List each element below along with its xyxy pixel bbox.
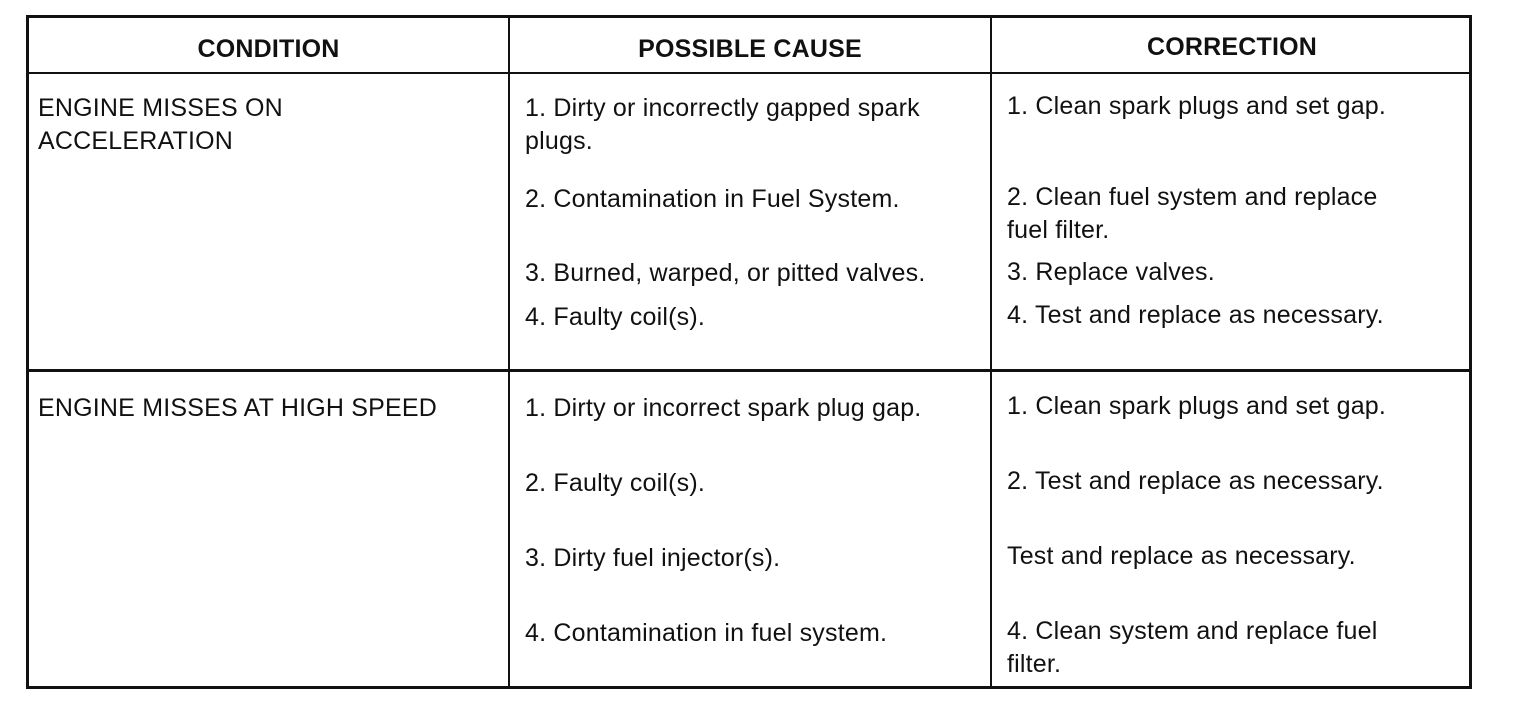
correction-item: 4. Test and replace as necessary. xyxy=(1007,301,1384,329)
cause-item: 2. Contamination in Fuel System. xyxy=(525,185,900,213)
cause-item: 3. Dirty fuel injector(s). xyxy=(525,544,781,572)
header-possible-cause: POSSIBLE CAUSE xyxy=(638,35,862,63)
condition-engine-misses-at-high-speed: ENGINE MISSES AT HIGH SPEED xyxy=(38,394,438,422)
column-divider-2 xyxy=(990,18,992,686)
cause-item: 3. Burned, warped, or pitted valves. xyxy=(525,259,926,287)
cause-item: 2. Faulty coil(s). xyxy=(525,469,706,497)
correction-item: 1. Clean spark plugs and set gap. xyxy=(1007,392,1387,420)
correction-item: 2. Clean fuel system and replace fuel filter. xyxy=(1007,183,1378,244)
correction-item: 4. Clean system and replace fuel filter. xyxy=(1007,617,1378,678)
row-divider xyxy=(29,369,1469,372)
column-divider-1 xyxy=(508,18,510,686)
correction-item: 2. Test and replace as necessary. xyxy=(1007,467,1384,495)
header-condition: CONDITION xyxy=(197,35,340,63)
troubleshooting-table xyxy=(26,15,1472,689)
correction-item: 1. Clean spark plugs and set gap. xyxy=(1007,92,1387,120)
cause-item: 1. Dirty or incorrectly gapped spark plugs. xyxy=(525,94,920,155)
correction-item: 3. Replace valves. xyxy=(1007,258,1215,286)
cause-item: 4. Faulty coil(s). xyxy=(525,303,706,331)
correction-item: Test and replace as necessary. xyxy=(1007,542,1356,570)
header-divider xyxy=(29,72,1469,74)
cause-item: 1. Dirty or incorrect spark plug gap. xyxy=(525,394,922,422)
header-correction: CORRECTION xyxy=(1146,33,1318,61)
condition-engine-misses-on-acceleration: ENGINE MISSES ON ACCELERATION xyxy=(38,94,283,155)
cause-item: 4. Contamination in fuel system. xyxy=(525,619,888,647)
